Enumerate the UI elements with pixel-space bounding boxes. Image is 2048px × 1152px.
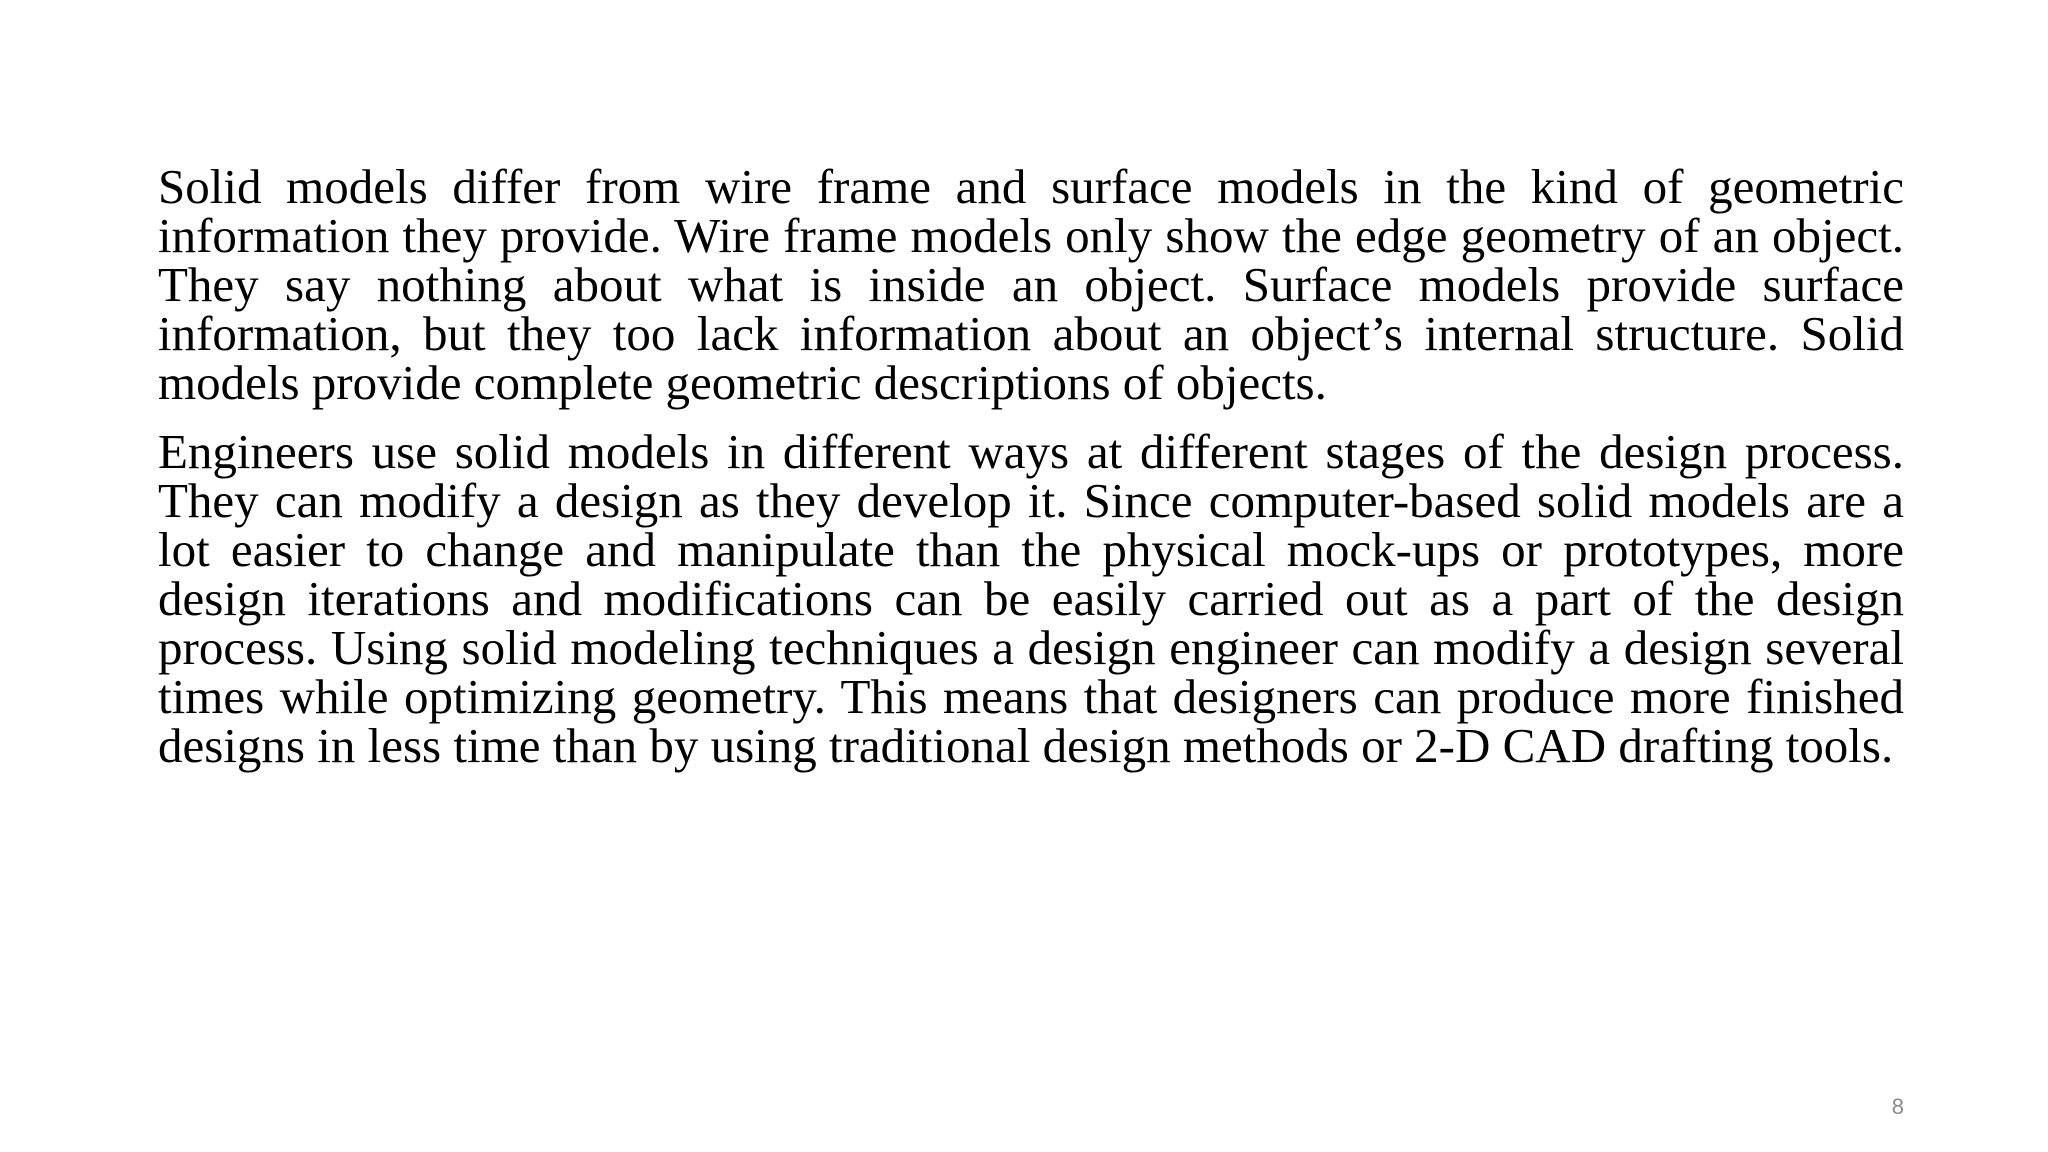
slide-number: 8 bbox=[1891, 1094, 1904, 1119]
slide-body bbox=[158, 159, 1904, 790]
paragraph-engineering-use: Engineers use solid models in different ways at different stages of the design process. They can modify a design as they develop it. Since computer-based solid models are a lot easier to change and manipulate than the physical mock-ups or prototypes, more design iterations and modifications can be easily carried out as a part of the design process. Using solid modeling techniques a design engineer can modify a design several times while optimizing geometry. This means that designers can produce more finished designs in less time than by using traditional design methods or 2-D CAD drafting tools. bbox=[158, 424, 1904, 773]
paragraph-solid-models-definition: Solid models differ from wire frame and surface models in the kind of geometric information they provide. Wire frame models only show the edge geometry of an object. They say nothing about what is inside an object. Surface models provide surface information, but they too lack information about an object’s internal structure. Solid models provide complete geometric descriptions of objects. bbox=[158, 159, 1904, 410]
